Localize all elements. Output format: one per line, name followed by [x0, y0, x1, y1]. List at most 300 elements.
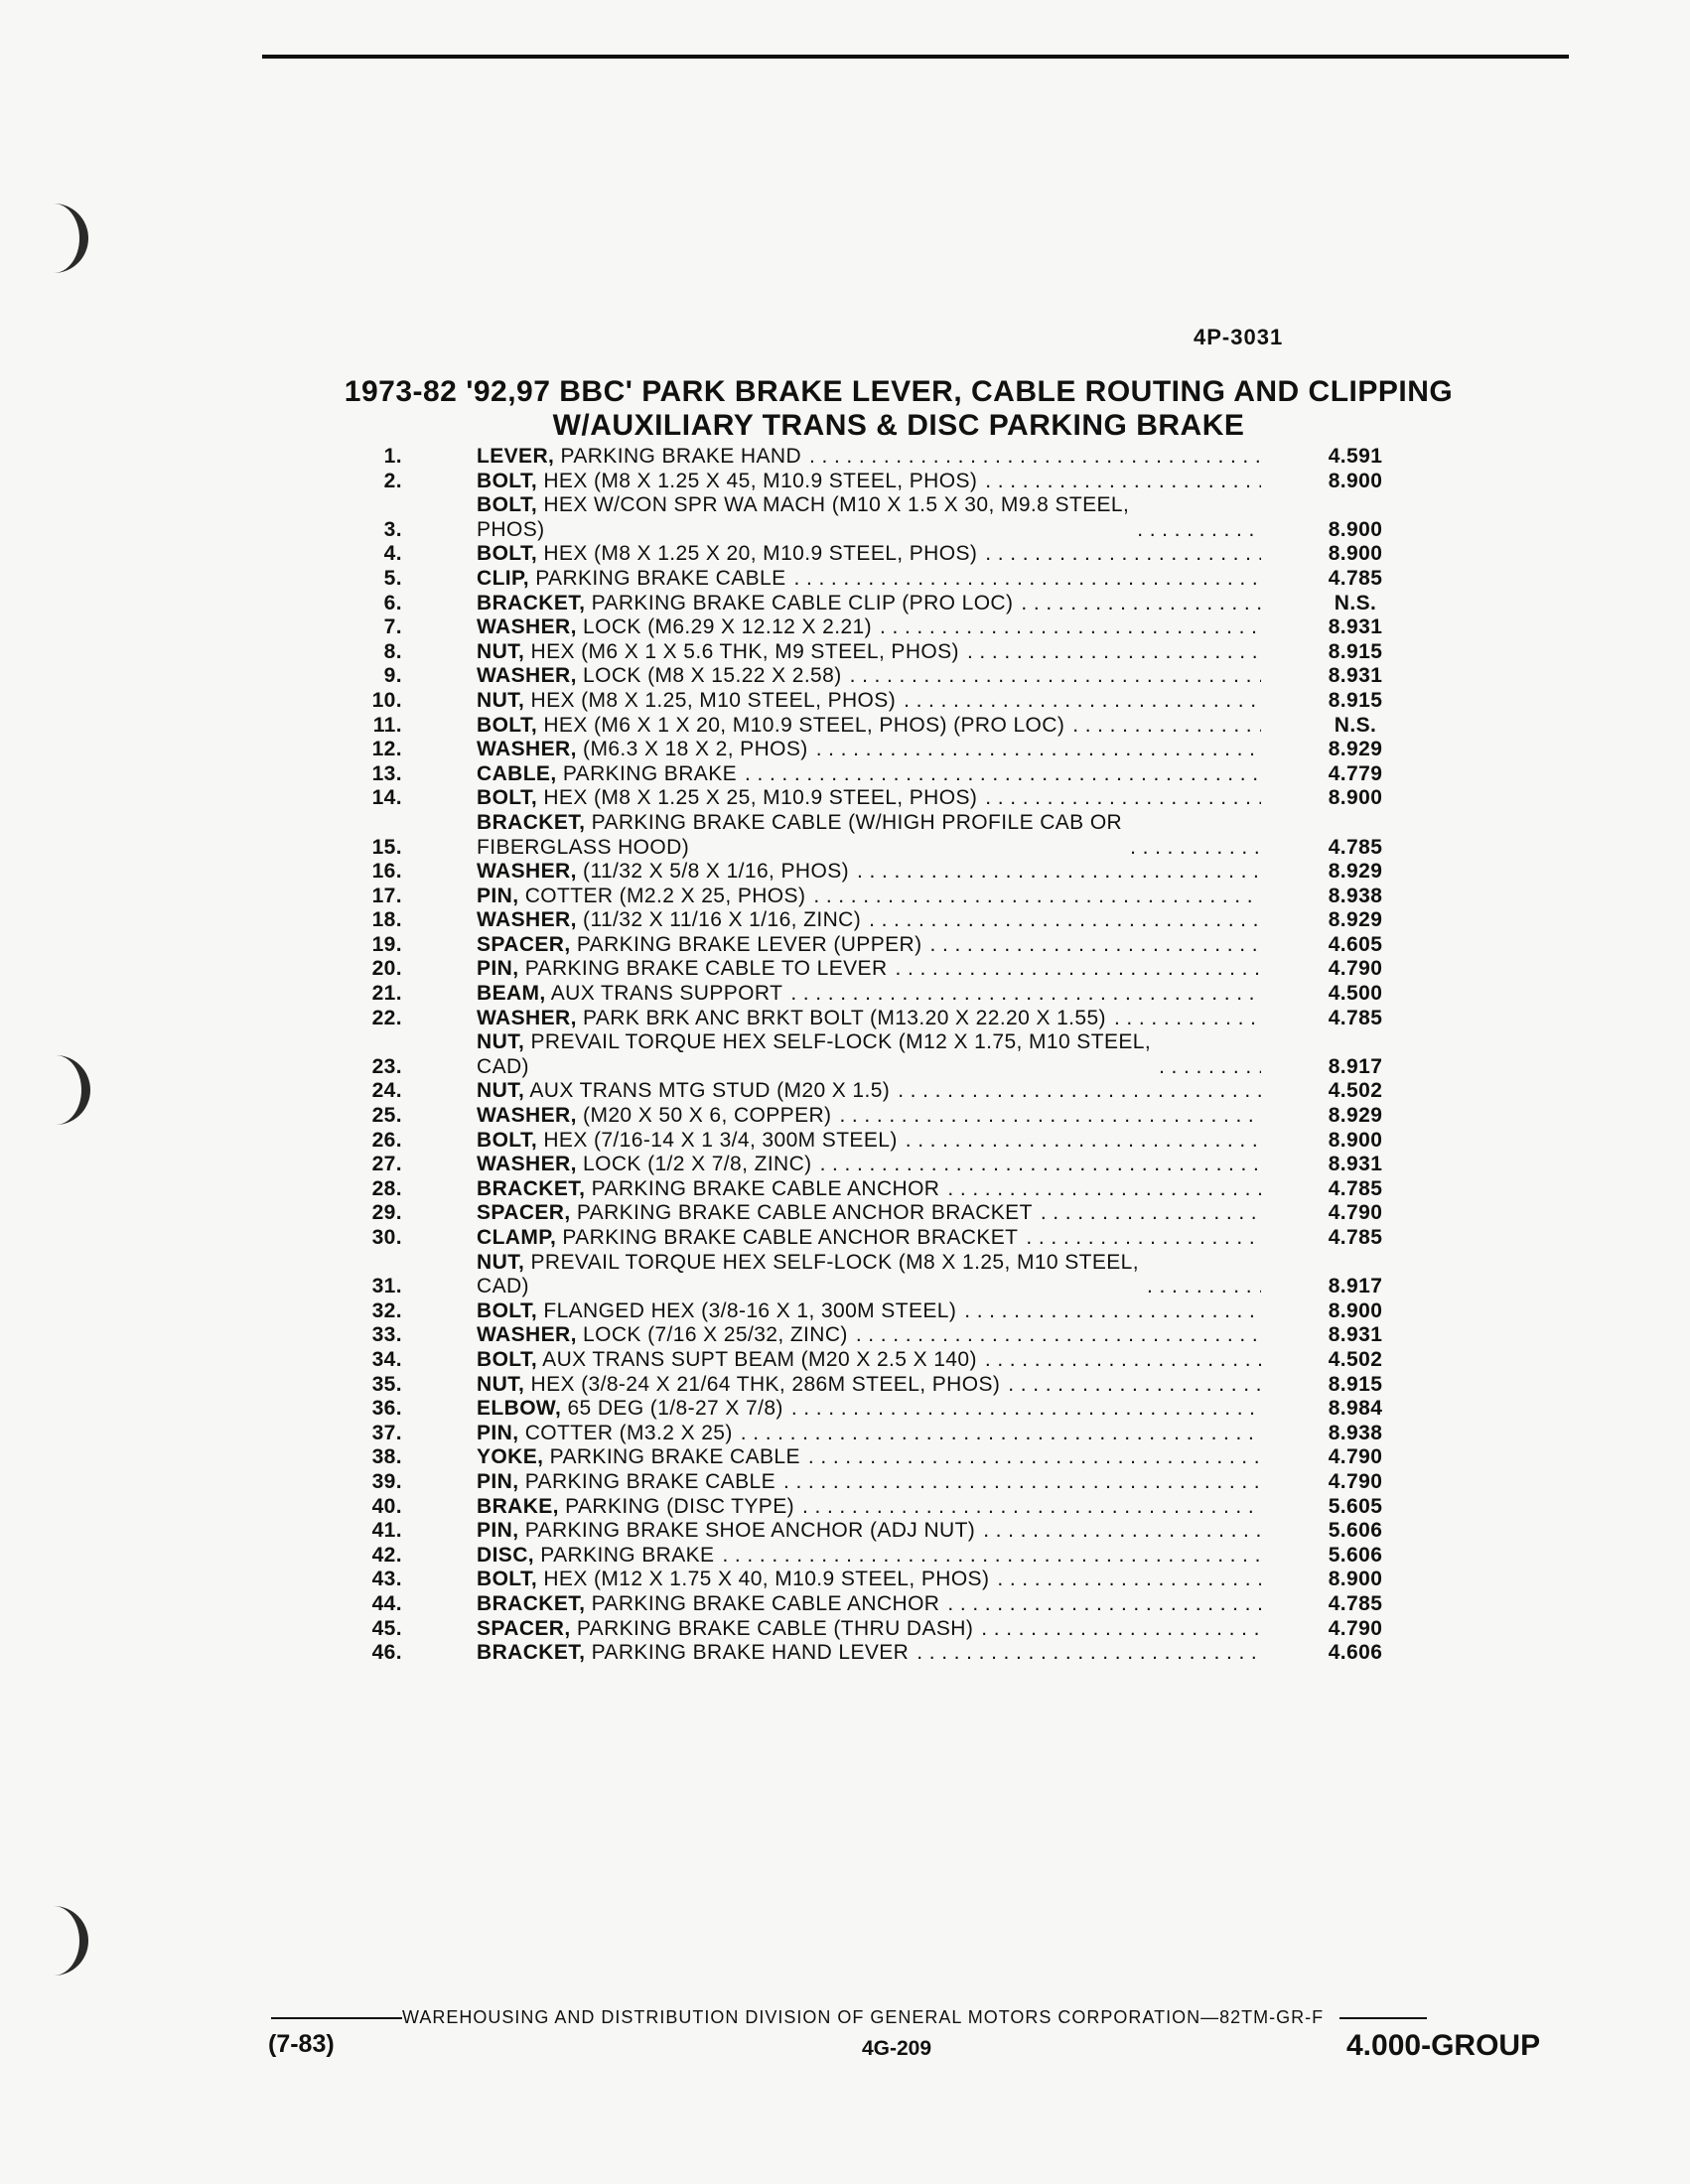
item-number: 25. [371, 1104, 402, 1128]
item-number: 3. [383, 517, 402, 541]
dot-leader [983, 1519, 1261, 1544]
item-description [477, 1422, 1261, 1446]
item-description [477, 982, 1261, 1007]
item-group-number: 4.790 [1328, 957, 1383, 981]
item-noun: WASHER, [477, 860, 577, 884]
item-text [477, 1007, 1106, 1031]
item-text [477, 1079, 890, 1104]
item-group-number: 4.500 [1328, 982, 1383, 1006]
item-group-number: 8.929 [1328, 908, 1383, 932]
item-detail: HEX (M8 X 1.25 X 25, M10.9 STEEL, PHOS) [537, 786, 978, 810]
item-text [477, 1299, 956, 1324]
dot-leader [783, 1470, 1261, 1495]
dot-leader [1072, 714, 1261, 739]
item-group-number: 5.606 [1328, 1519, 1383, 1543]
item-group-number: 8.900 [1328, 1128, 1383, 1152]
item-number: 31. [371, 1275, 402, 1298]
item-group-number: 4.606 [1328, 1641, 1383, 1665]
item-description [477, 1470, 1261, 1495]
item-noun: CLAMP, [477, 1226, 557, 1249]
item-description [477, 1079, 1261, 1104]
item-group-number: 8.929 [1328, 860, 1383, 884]
item-noun: SPACER, [477, 1616, 571, 1640]
dot-leader [794, 567, 1262, 592]
item-group-number: 8.900 [1328, 542, 1383, 566]
item-description [477, 470, 1261, 494]
footer-division: WAREHOUSING AND DISTRIBUTION DIVISION OF GENERAL MOTORS CORPORATION—82TM-GR-F [402, 2007, 1325, 2027]
item-noun: BRACKET, [477, 591, 586, 614]
item-detail: HEX (M8 X 1.25, M10 STEEL, PHOS) [524, 688, 897, 712]
item-group-number: 4.790 [1328, 1469, 1383, 1493]
dot-leader [898, 1079, 1261, 1104]
item-detail: PARKING BRAKE LEVER (UPPER) [570, 932, 922, 956]
parts-list-row [352, 1495, 1425, 1520]
item-detail: PARKING BRAKE HAND [554, 445, 802, 468]
item-number: 46. [371, 1641, 402, 1665]
item-noun: WASHER, [477, 738, 577, 761]
item-detail: PARKING BRAKE CABLE CLIP (PRO LOC) [585, 591, 1014, 614]
item-number: 1. [383, 445, 402, 468]
dot-leader [790, 982, 1261, 1007]
dot-leader [1147, 1275, 1261, 1299]
item-noun: DISC, [477, 1543, 535, 1567]
item-number: 45. [371, 1616, 402, 1640]
item-text [477, 1470, 775, 1495]
item-noun: SPACER, [477, 932, 571, 956]
item-description [477, 811, 1261, 860]
parts-list-row [352, 860, 1425, 885]
dot-leader [947, 1177, 1261, 1202]
dot-leader [985, 470, 1261, 494]
item-text [477, 786, 977, 811]
top-rule [262, 55, 1569, 59]
item-detail: PARK BRK ANC BRKT BOLT (M13.20 X 22.20 X 1.55) [576, 1006, 1106, 1029]
item-group-number: 4.790 [1328, 1445, 1383, 1469]
item-text [477, 714, 1064, 739]
item-description [477, 1641, 1261, 1666]
parts-list-row [352, 786, 1425, 811]
item-noun: BRACKET, [477, 1641, 586, 1665]
item-group-number: 8.931 [1328, 615, 1383, 639]
dot-leader [930, 933, 1262, 958]
item-number: 11. [372, 713, 402, 737]
item-group-number: 4.785 [1328, 1176, 1383, 1200]
item-group-number: 8.915 [1328, 639, 1383, 663]
item-group-number: 4.785 [1328, 566, 1383, 590]
parts-list-row [352, 1201, 1425, 1226]
item-group-number: 4.785 [1328, 1006, 1383, 1029]
item-group-number: 8.915 [1328, 688, 1383, 712]
item-noun: BOLT, [477, 1347, 538, 1371]
binder-hole-top [40, 204, 88, 273]
parts-list-row [352, 885, 1425, 909]
item-detail: AUX TRANS SUPPORT [545, 982, 783, 1006]
item-noun: NUT, [477, 1079, 525, 1103]
item-description [477, 615, 1261, 640]
item-number: 6. [383, 591, 402, 614]
item-number: 43. [371, 1568, 402, 1591]
item-description [477, 1030, 1261, 1079]
item-description [477, 592, 1261, 616]
item-number: 14. [371, 786, 402, 810]
item-detail: COTTER (M3.2 X 25) [518, 1421, 733, 1444]
dot-leader [1021, 592, 1261, 616]
item-noun: BOLT, [477, 1298, 538, 1322]
item-noun: CLIP, [477, 566, 529, 590]
item-detail: LOCK (1/2 X 7/8, ZINC) [576, 1153, 812, 1176]
parts-list-row [352, 811, 1425, 860]
item-detail: HEX (M12 X 1.75 X 40, M10.9 STEEL, PHOS) [537, 1568, 990, 1591]
item-detail: (11/32 X 5/8 X 1/16, PHOS) [576, 860, 850, 884]
parts-list-row [352, 1226, 1425, 1251]
parts-list-row [352, 1177, 1425, 1202]
dot-leader [997, 1568, 1261, 1592]
item-group-number: 8.929 [1328, 1104, 1383, 1128]
parts-list-row [352, 1544, 1425, 1569]
footer-date: (7-83) [268, 2030, 335, 2058]
item-group-number: N.S. [1334, 591, 1377, 614]
parts-list-row [352, 1251, 1425, 1299]
item-group-number: 4.502 [1328, 1079, 1383, 1103]
item-number: 10. [371, 688, 402, 712]
dot-leader [816, 738, 1261, 762]
dot-leader [985, 1348, 1261, 1373]
parts-list-row [352, 1470, 1425, 1495]
dot-leader [1130, 836, 1261, 861]
parts-list-row [352, 1373, 1425, 1398]
item-text [477, 860, 849, 885]
item-text [477, 908, 861, 933]
item-number: 4. [383, 542, 402, 566]
parts-list-row [352, 738, 1425, 762]
item-detail: PARKING BRAKE CABLE ANCHOR [585, 1176, 940, 1200]
item-text [477, 762, 737, 787]
item-noun: PIN, [477, 1421, 519, 1444]
item-text [477, 1323, 848, 1348]
footer-division-line [271, 2007, 1532, 2028]
item-text [477, 470, 977, 494]
item-number: 24. [371, 1079, 402, 1103]
item-number: 19. [371, 932, 402, 956]
item-number: 23. [371, 1054, 402, 1078]
item-detail: HEX W/CON SPR WA MACH (M10 X 1.5 X 30, M9.8 STEEL, PHOS) [477, 493, 1130, 541]
parts-list-row [352, 1104, 1425, 1129]
item-detail: COTTER (M2.2 X 25, PHOS) [518, 884, 806, 907]
item-number: 36. [371, 1397, 402, 1421]
item-group-number: 8.929 [1328, 738, 1383, 761]
item-noun: WASHER, [477, 615, 577, 639]
item-number: 30. [371, 1226, 402, 1249]
parts-list-row [352, 1519, 1425, 1544]
item-text [477, 1251, 1139, 1299]
item-noun: BOLT, [477, 542, 538, 566]
parts-list-row [352, 1299, 1425, 1324]
item-text [477, 592, 1013, 616]
item-group-number: N.S. [1334, 713, 1377, 737]
item-group-number: 4.605 [1328, 932, 1383, 956]
item-text [477, 1422, 733, 1446]
item-detail: HEX (7/16-14 X 1 3/4, 300M STEEL) [537, 1128, 898, 1152]
item-detail: PARKING BRAKE CABLE ANCHOR BRACKET [570, 1201, 1033, 1225]
dot-leader [1114, 1007, 1261, 1031]
item-description [477, 908, 1261, 933]
item-number: 34. [371, 1347, 402, 1371]
item-detail: PARKING (DISC TYPE) [558, 1494, 794, 1518]
item-description [477, 1323, 1261, 1348]
item-text [477, 493, 1129, 542]
item-number: 35. [371, 1372, 402, 1396]
item-group-number: 8.900 [1328, 1298, 1383, 1322]
parts-list-row [352, 1153, 1425, 1177]
item-description [477, 640, 1261, 665]
item-group-number: 8.917 [1328, 1054, 1383, 1078]
item-number: 5. [383, 566, 402, 590]
item-group-number: 8.984 [1328, 1397, 1383, 1421]
parts-list-row [352, 615, 1425, 640]
dot-leader [906, 1129, 1261, 1154]
item-text [477, 1397, 783, 1422]
item-description [477, 1592, 1261, 1617]
dot-leader [1041, 1201, 1261, 1226]
item-detail: (11/32 X 11/16 X 1/16, ZINC) [576, 908, 862, 932]
parts-list-row [352, 714, 1425, 739]
parts-list-row [352, 1617, 1425, 1642]
item-number: 40. [371, 1494, 402, 1518]
dot-leader [981, 1617, 1261, 1642]
parts-list-row [352, 542, 1425, 567]
parts-list-row [352, 1422, 1425, 1446]
item-description [477, 1251, 1261, 1299]
item-detail: PARKING BRAKE CABLE (THRU DASH) [570, 1616, 974, 1640]
item-noun: BRACKET, [477, 1176, 586, 1200]
title-line-1: 1973-82 '92,97 BBC' PARK BRAKE LEVER, CABLE ROUTING AND CLIPPING [344, 375, 1454, 408]
item-description [477, 738, 1261, 762]
parts-list-row [352, 1079, 1425, 1104]
item-detail: 65 DEG (1/8-27 X 7/8) [561, 1397, 783, 1421]
item-text [477, 957, 888, 982]
item-detail: LOCK (M6.29 X 12.12 X 2.21) [576, 615, 872, 639]
item-description [477, 762, 1261, 787]
item-description [477, 1373, 1261, 1398]
item-description [477, 933, 1261, 958]
item-noun: WASHER, [477, 664, 577, 688]
item-group-number: 4.785 [1328, 835, 1383, 859]
item-number: 39. [371, 1469, 402, 1493]
item-noun: NUT, [477, 1372, 525, 1396]
parts-list-row [352, 762, 1425, 787]
item-detail: LOCK (M8 X 15.22 X 2.58) [576, 664, 842, 688]
item-noun: CABLE, [477, 761, 557, 785]
item-number: 38. [371, 1445, 402, 1469]
parts-list-row [352, 1348, 1425, 1373]
dot-leader [947, 1592, 1261, 1617]
item-group-number: 8.917 [1328, 1275, 1383, 1298]
item-detail: AUX TRANS SUPT BEAM (M20 X 2.5 X 140) [537, 1347, 977, 1371]
item-group-number: 8.900 [1328, 469, 1383, 492]
item-number: 13. [371, 761, 402, 785]
dot-leader [856, 1323, 1261, 1348]
parts-list-row [352, 445, 1425, 470]
item-detail: PARKING BRAKE [556, 761, 738, 785]
item-description [477, 567, 1261, 592]
item-description [477, 1348, 1261, 1373]
item-group-number: 8.900 [1328, 517, 1383, 541]
dot-leader [1159, 1055, 1261, 1080]
item-text [477, 811, 1122, 860]
item-group-number: 8.938 [1328, 1421, 1383, 1444]
parts-list-row [352, 1592, 1425, 1617]
item-noun: BOLT, [477, 469, 538, 492]
item-number: 33. [371, 1323, 402, 1347]
parts-list-row [352, 1129, 1425, 1154]
item-detail: PARKING BRAKE CABLE [543, 1445, 800, 1469]
item-number: 44. [371, 1591, 402, 1615]
dot-leader [904, 689, 1261, 714]
item-description [477, 689, 1261, 714]
item-noun: NUT, [477, 688, 525, 712]
item-number: 17. [371, 884, 402, 907]
dot-leader [802, 1495, 1261, 1520]
item-detail: HEX (3/8-24 X 21/64 THK, 286M STEEL, PHOS) [524, 1372, 1001, 1396]
item-text [477, 1519, 975, 1544]
item-text [477, 1104, 831, 1129]
item-noun: PIN, [477, 1519, 519, 1543]
parts-list-row [352, 1030, 1425, 1079]
item-number: 7. [383, 615, 402, 639]
item-text [477, 1373, 1000, 1398]
item-detail: AUX TRANS MTG STUD (M20 X 1.5) [524, 1079, 891, 1103]
item-detail: LOCK (7/16 X 25/32, ZINC) [576, 1323, 848, 1347]
parts-list-row [352, 1568, 1425, 1592]
parts-list-row [352, 1641, 1425, 1666]
item-number: 29. [371, 1201, 402, 1225]
dot-leader [791, 1397, 1261, 1422]
item-text [477, 1177, 939, 1202]
dot-leader [839, 1104, 1261, 1129]
item-description [477, 1129, 1261, 1154]
title-line-2: W/AUXILIARY TRANS & DISC PARKING BRAKE [552, 409, 1245, 442]
item-noun: WASHER, [477, 1006, 577, 1029]
item-description [477, 1177, 1261, 1202]
item-number: 21. [371, 982, 402, 1006]
item-description [477, 542, 1261, 567]
item-noun: NUT, [477, 1030, 525, 1054]
item-noun: WASHER, [477, 908, 577, 932]
item-description [477, 1104, 1261, 1129]
item-text [477, 1495, 794, 1520]
dot-leader [869, 908, 1261, 933]
item-number: 26. [371, 1128, 402, 1152]
item-text [477, 1129, 898, 1154]
item-detail: HEX (M8 X 1.25 X 45, M10.9 STEEL, PHOS) [537, 469, 978, 492]
dot-leader [964, 1299, 1261, 1324]
item-description [477, 1299, 1261, 1324]
item-number: 15. [371, 835, 402, 859]
item-description [477, 1226, 1261, 1251]
item-noun: BRAKE, [477, 1494, 559, 1518]
item-number: 41. [371, 1519, 402, 1543]
parts-list-row [352, 982, 1425, 1007]
item-number: 22. [371, 1006, 402, 1029]
item-group-number: 8.900 [1328, 786, 1383, 810]
item-description [477, 445, 1261, 470]
parts-list-row [352, 493, 1425, 542]
parts-list-row [352, 689, 1425, 714]
item-noun: YOKE, [477, 1445, 544, 1469]
item-noun: BOLT, [477, 713, 538, 737]
item-description [477, 1617, 1261, 1642]
item-text [477, 933, 922, 958]
parts-list-row [352, 664, 1425, 689]
item-text [477, 1030, 1151, 1079]
item-text [477, 1592, 939, 1617]
item-detail: PARKING BRAKE CABLE ANCHOR [585, 1591, 940, 1615]
item-detail: PREVAIL TORQUE HEX SELF-LOCK (M12 X 1.75, M10 STEEL, CAD) [477, 1030, 1152, 1078]
parts-list-row [352, 640, 1425, 665]
item-group-number: 8.931 [1328, 664, 1383, 688]
item-text [477, 664, 842, 689]
item-description [477, 1397, 1261, 1422]
footer-page-number: 4G-209 [862, 2037, 932, 2060]
parts-list-row [352, 1445, 1425, 1470]
item-group-number: 4.591 [1328, 445, 1383, 468]
item-number: 28. [371, 1176, 402, 1200]
item-text [477, 1544, 714, 1569]
dot-leader [1008, 1373, 1261, 1398]
binder-hole-middle [42, 1055, 90, 1125]
item-text [477, 982, 782, 1007]
item-noun: BRACKET, [477, 810, 586, 834]
item-noun: LEVER, [477, 445, 555, 468]
item-noun: BOLT, [477, 1128, 538, 1152]
parts-list-row [352, 908, 1425, 933]
document-number: 4P-3031 [1194, 325, 1284, 349]
item-number: 20. [371, 957, 402, 981]
item-noun: BOLT, [477, 493, 538, 517]
item-noun: BOLT, [477, 1568, 538, 1591]
item-number: 18. [371, 908, 402, 932]
item-group-number: 4.790 [1328, 1201, 1383, 1225]
item-number: 2. [383, 469, 402, 492]
item-description [477, 860, 1261, 885]
item-text [477, 1201, 1033, 1226]
item-detail: PARKING BRAKE HAND LEVER [585, 1641, 910, 1665]
parts-list-row [352, 470, 1425, 494]
item-text [477, 1348, 977, 1373]
item-text [477, 615, 872, 640]
parts-list [352, 445, 1425, 1666]
item-number: 16. [371, 860, 402, 884]
item-noun: ELBOW, [477, 1397, 562, 1421]
item-noun: PIN, [477, 884, 519, 907]
binder-hole-bottom [40, 1906, 88, 1976]
item-noun: WASHER, [477, 1323, 577, 1347]
dot-leader [1026, 1226, 1261, 1251]
dot-leader [985, 542, 1261, 567]
item-noun: PIN, [477, 1469, 519, 1493]
item-noun: NUT, [477, 639, 525, 663]
item-group-number: 4.790 [1328, 1616, 1383, 1640]
item-number: 42. [371, 1543, 402, 1567]
item-number: 32. [371, 1298, 402, 1322]
item-group-number: 8.900 [1328, 1568, 1383, 1591]
item-text [477, 1445, 800, 1470]
dot-leader [985, 786, 1261, 811]
item-detail: PARKING BRAKE [534, 1543, 715, 1567]
item-number: 37. [371, 1421, 402, 1444]
item-detail: PARKING BRAKE CABLE TO LEVER [518, 957, 888, 981]
item-text [477, 1153, 812, 1177]
